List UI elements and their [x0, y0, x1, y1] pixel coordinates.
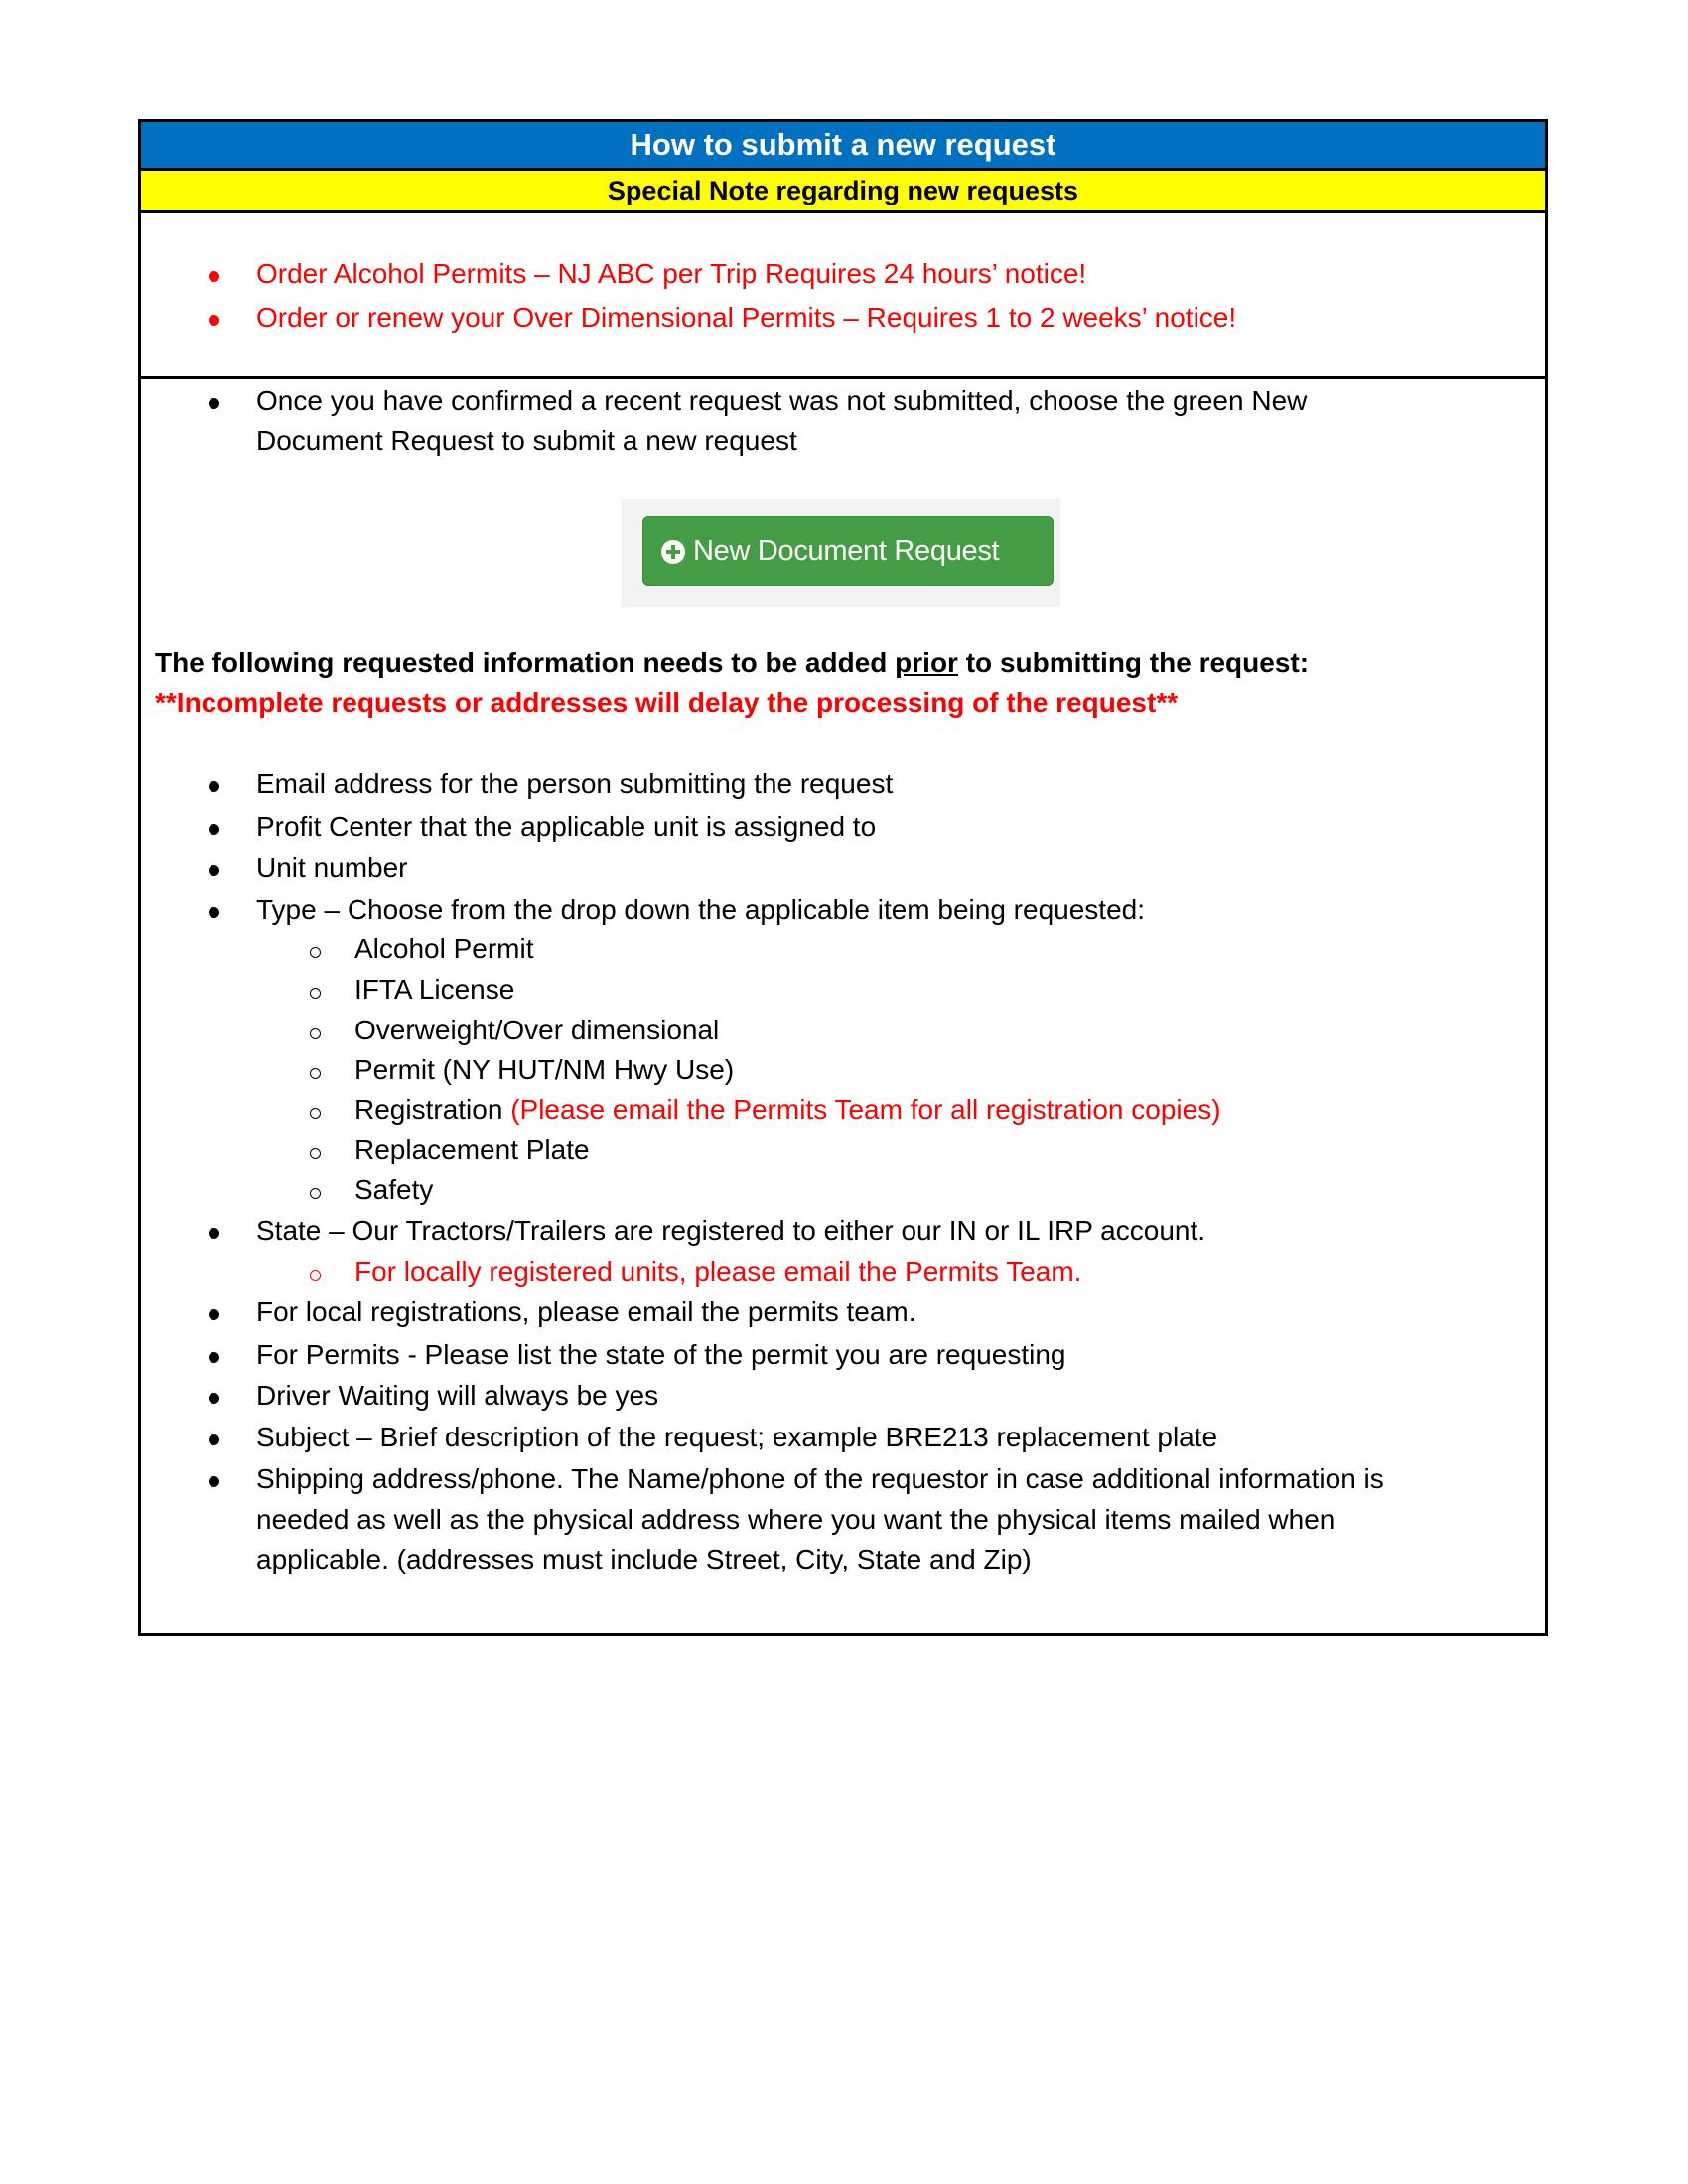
intro-line-2: Document Request to submit a new request	[256, 425, 797, 456]
type-option-alcohol: Alcohol Permit	[354, 933, 534, 964]
requirements-heading-before: The following requested information needs to be added	[155, 647, 896, 678]
plus-circle-icon	[661, 540, 685, 564]
requirements-heading	[155, 643, 1309, 683]
special-note-alcohol: Order Alcohol Permits – NJ ABC per Trip Requires 24 hours’ notice!	[256, 258, 1087, 289]
type-option-replacement-plate: Replacement Plate	[354, 1134, 590, 1164]
bullet-icon	[209, 1393, 219, 1404]
button-screenshot	[622, 499, 1060, 607]
section-divider	[141, 376, 1545, 379]
req-shipping-line-3: applicable. (addresses must include Street, City, State and Zip)	[256, 1544, 1032, 1574]
bullet-icon	[209, 315, 219, 326]
req-shipping-line-1: Shipping address/phone. The Name/phone of the requestor in case additional information is	[256, 1463, 1384, 1494]
bullet-icon	[209, 1434, 219, 1445]
req-shipping-line-2: needed as well as the physical address where you want the physical items mailed when	[256, 1504, 1336, 1535]
type-option-overweight: Overweight/Over dimensional	[354, 1015, 720, 1045]
bullet-icon	[209, 824, 219, 835]
circle-bullet-icon	[310, 1188, 321, 1199]
bullet-icon	[209, 781, 219, 792]
registration-note: (Please email the Permits Team for all registration copies)	[510, 1094, 1221, 1125]
bullet-icon	[209, 1309, 219, 1320]
type-option-permit: Permit (NY HUT/NM Hwy Use)	[354, 1054, 735, 1085]
page-title: How to submit a new request	[141, 122, 1545, 171]
bullet-icon	[209, 398, 219, 409]
req-profit-center: Profit Center that the applicable unit is assigned to	[256, 811, 877, 842]
bullet-icon	[209, 271, 219, 282]
intro-line-1: Once you have confirmed a recent request was not submitted, choose the green New	[256, 385, 1308, 416]
req-permit-state: For Permits - Please list the state of the permit you are requesting	[256, 1339, 1066, 1370]
type-option-registration	[354, 1090, 1221, 1130]
req-email: Email address for the person submitting the request	[256, 768, 894, 799]
special-note-heading: Special Note regarding new requests	[141, 171, 1545, 213]
type-option-ifta: IFTA License	[354, 974, 515, 1005]
circle-bullet-icon	[310, 988, 321, 999]
new-document-request-button[interactable]	[642, 516, 1054, 586]
requirements-heading-after: to submitting the request:	[957, 647, 1310, 678]
req-subject: Subject – Brief description of the request; example BRE213 replacement plate	[256, 1422, 1218, 1452]
new-document-request-label: New Document Request	[693, 535, 1000, 567]
type-option-safety: Safety	[354, 1174, 434, 1205]
circle-bullet-icon	[310, 947, 321, 958]
req-state: State – Our Tractors/Trailers are registered to either our IN or IL IRP account.	[256, 1215, 1206, 1246]
bullet-icon	[209, 865, 219, 876]
req-local-registrations: For local registrations, please email the permits team.	[256, 1297, 916, 1327]
bullet-icon	[209, 1476, 219, 1487]
requirements-heading-prior: prior	[895, 647, 958, 678]
special-note-over-dimensional: Order or renew your Over Dimensional Permits – Requires 1 to 2 weeks’ notice!	[256, 302, 1237, 333]
incomplete-warning: **Incomplete requests or addresses will delay the processing of the request**	[155, 687, 1179, 718]
req-unit: Unit number	[256, 852, 408, 883]
circle-bullet-icon	[310, 1068, 321, 1079]
circle-bullet-icon	[310, 1270, 321, 1281]
bullet-icon	[209, 907, 219, 918]
circle-bullet-icon	[310, 1028, 321, 1039]
registration-label: Registration	[354, 1094, 503, 1125]
bullet-icon	[209, 1352, 219, 1363]
instructions-table	[138, 119, 1548, 1636]
state-local-note: For locally registered units, please email the Permits Team.	[354, 1256, 1082, 1287]
bullet-icon	[209, 1228, 219, 1239]
circle-bullet-icon	[310, 1108, 321, 1119]
req-type: Type – Choose from the drop down the applicable item being requested:	[256, 894, 1146, 925]
req-driver-waiting: Driver Waiting will always be yes	[256, 1380, 659, 1411]
circle-bullet-icon	[310, 1148, 321, 1159]
